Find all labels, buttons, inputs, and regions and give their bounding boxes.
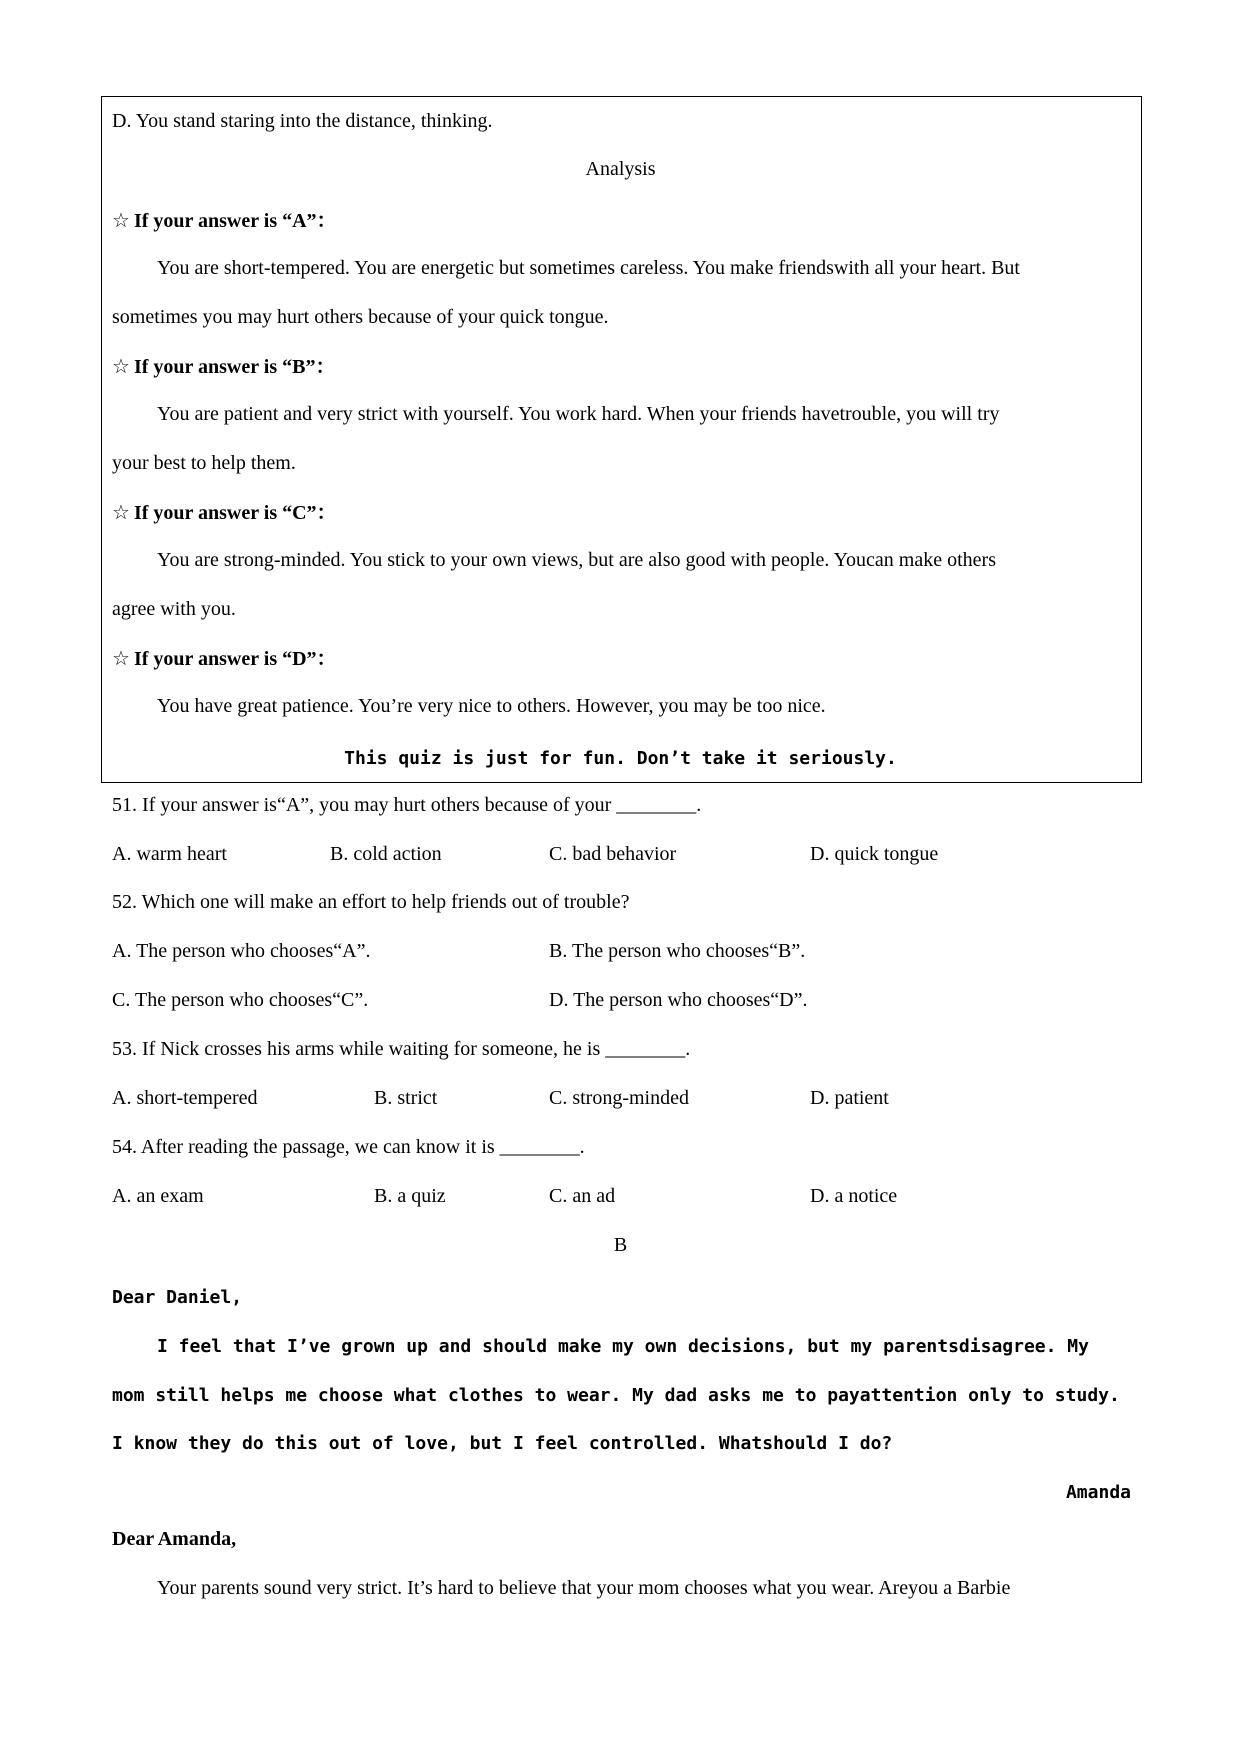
question-51-option-d: D. quick tongue (810, 843, 939, 865)
letter1-line-1: I feel that I’ve grown up and should make my own decisions, but my parentsdisagree. My (157, 1336, 1089, 1357)
question-51-option-b: B. cold action (330, 843, 442, 865)
result-a-line-1: You are short-tempered. You are energetic but sometimes careless. You make friendswith all your heart. But (157, 257, 1020, 279)
question-53-option-c: C. strong-minded (549, 1087, 689, 1109)
star-icon: ☆ (112, 210, 130, 232)
result-c-line-1: You are strong-minded. You stick to your own views, but are also good with people. Youcan make others (157, 549, 996, 571)
question-54-option-a: A. an exam (112, 1185, 204, 1207)
quiz-footer-note: This quiz is just for fun. Don’t take it seriously. (344, 748, 897, 769)
question-53-stem: 53. If Nick crosses his arms while waiting for someone, he is ________. (112, 1038, 691, 1060)
quiz-box (101, 96, 1142, 783)
letter1-signature: Amanda (1065, 1482, 1131, 1503)
question-52-option-b: B. The person who chooses“B”. (549, 940, 806, 962)
result-b-line-2: your best to help them. (112, 452, 296, 474)
question-53-option-a: A. short-tempered (112, 1087, 258, 1109)
letter2-greeting: Dear Amanda, (112, 1528, 237, 1550)
result-a-line-2: sometimes you may hurt others because of your quick tongue. (112, 306, 609, 328)
question-53-option-d: D. patient (810, 1087, 889, 1109)
question-51-option-a: A. warm heart (112, 843, 227, 865)
question-54-option-b: B. a quiz (374, 1185, 446, 1207)
result-d-line-1: You have great patience. You’re very nice to others. However, you may be too nice. (157, 695, 826, 717)
result-b-heading: ☆ If your answer is “B”： (112, 356, 336, 378)
result-a-heading: ☆ If your answer is “A”： (112, 210, 337, 232)
letter2-line-1: Your parents sound very strict. It’s hard to believe that your mom chooses what you wear. Areyou a Barbie (157, 1577, 1011, 1599)
result-d-heading: ☆ If your answer is “D”： (112, 648, 337, 670)
question-54-option-d: D. a notice (810, 1185, 898, 1207)
result-c-line-2: agree with you. (112, 598, 236, 620)
question-53-option-b: B. strict (374, 1087, 438, 1109)
letter1-line-3: I know they do this out of love, but I feel controlled. Whatshould I do? (112, 1433, 893, 1454)
result-c-heading: ☆ If your answer is “C”： (112, 502, 337, 524)
question-51-option-c: C. bad behavior (549, 843, 677, 865)
question-52-option-c: C. The person who chooses“C”. (112, 989, 369, 1011)
section-b-label: B (613, 1234, 628, 1256)
analysis-title: Analysis (585, 158, 656, 180)
question-51-stem: 51. If your answer is“A”, you may hurt others because of your ________. (112, 794, 702, 816)
star-icon: ☆ (112, 648, 130, 670)
star-icon: ☆ (112, 502, 130, 524)
letter1-greeting: Dear Daniel, (112, 1287, 243, 1308)
question-52-option-a: A. The person who chooses“A”. (112, 940, 371, 962)
question-54-stem: 54. After reading the passage, we can know it is ________. (112, 1136, 585, 1158)
question-54-option-c: C. an ad (549, 1185, 616, 1207)
letter1-line-2: mom still helps me choose what clothes to wear. My dad asks me to payattention only to study. (112, 1385, 1120, 1406)
star-icon: ☆ (112, 356, 130, 378)
question-52-option-d: D. The person who chooses“D”. (549, 989, 808, 1011)
result-b-line-1: You are patient and very strict with yourself. You work hard. When your friends havetrouble, you will try (157, 403, 1000, 425)
option-d-text: D. You stand staring into the distance, thinking. (112, 110, 493, 132)
question-52-stem: 52. Which one will make an effort to help friends out of trouble? (112, 891, 630, 913)
